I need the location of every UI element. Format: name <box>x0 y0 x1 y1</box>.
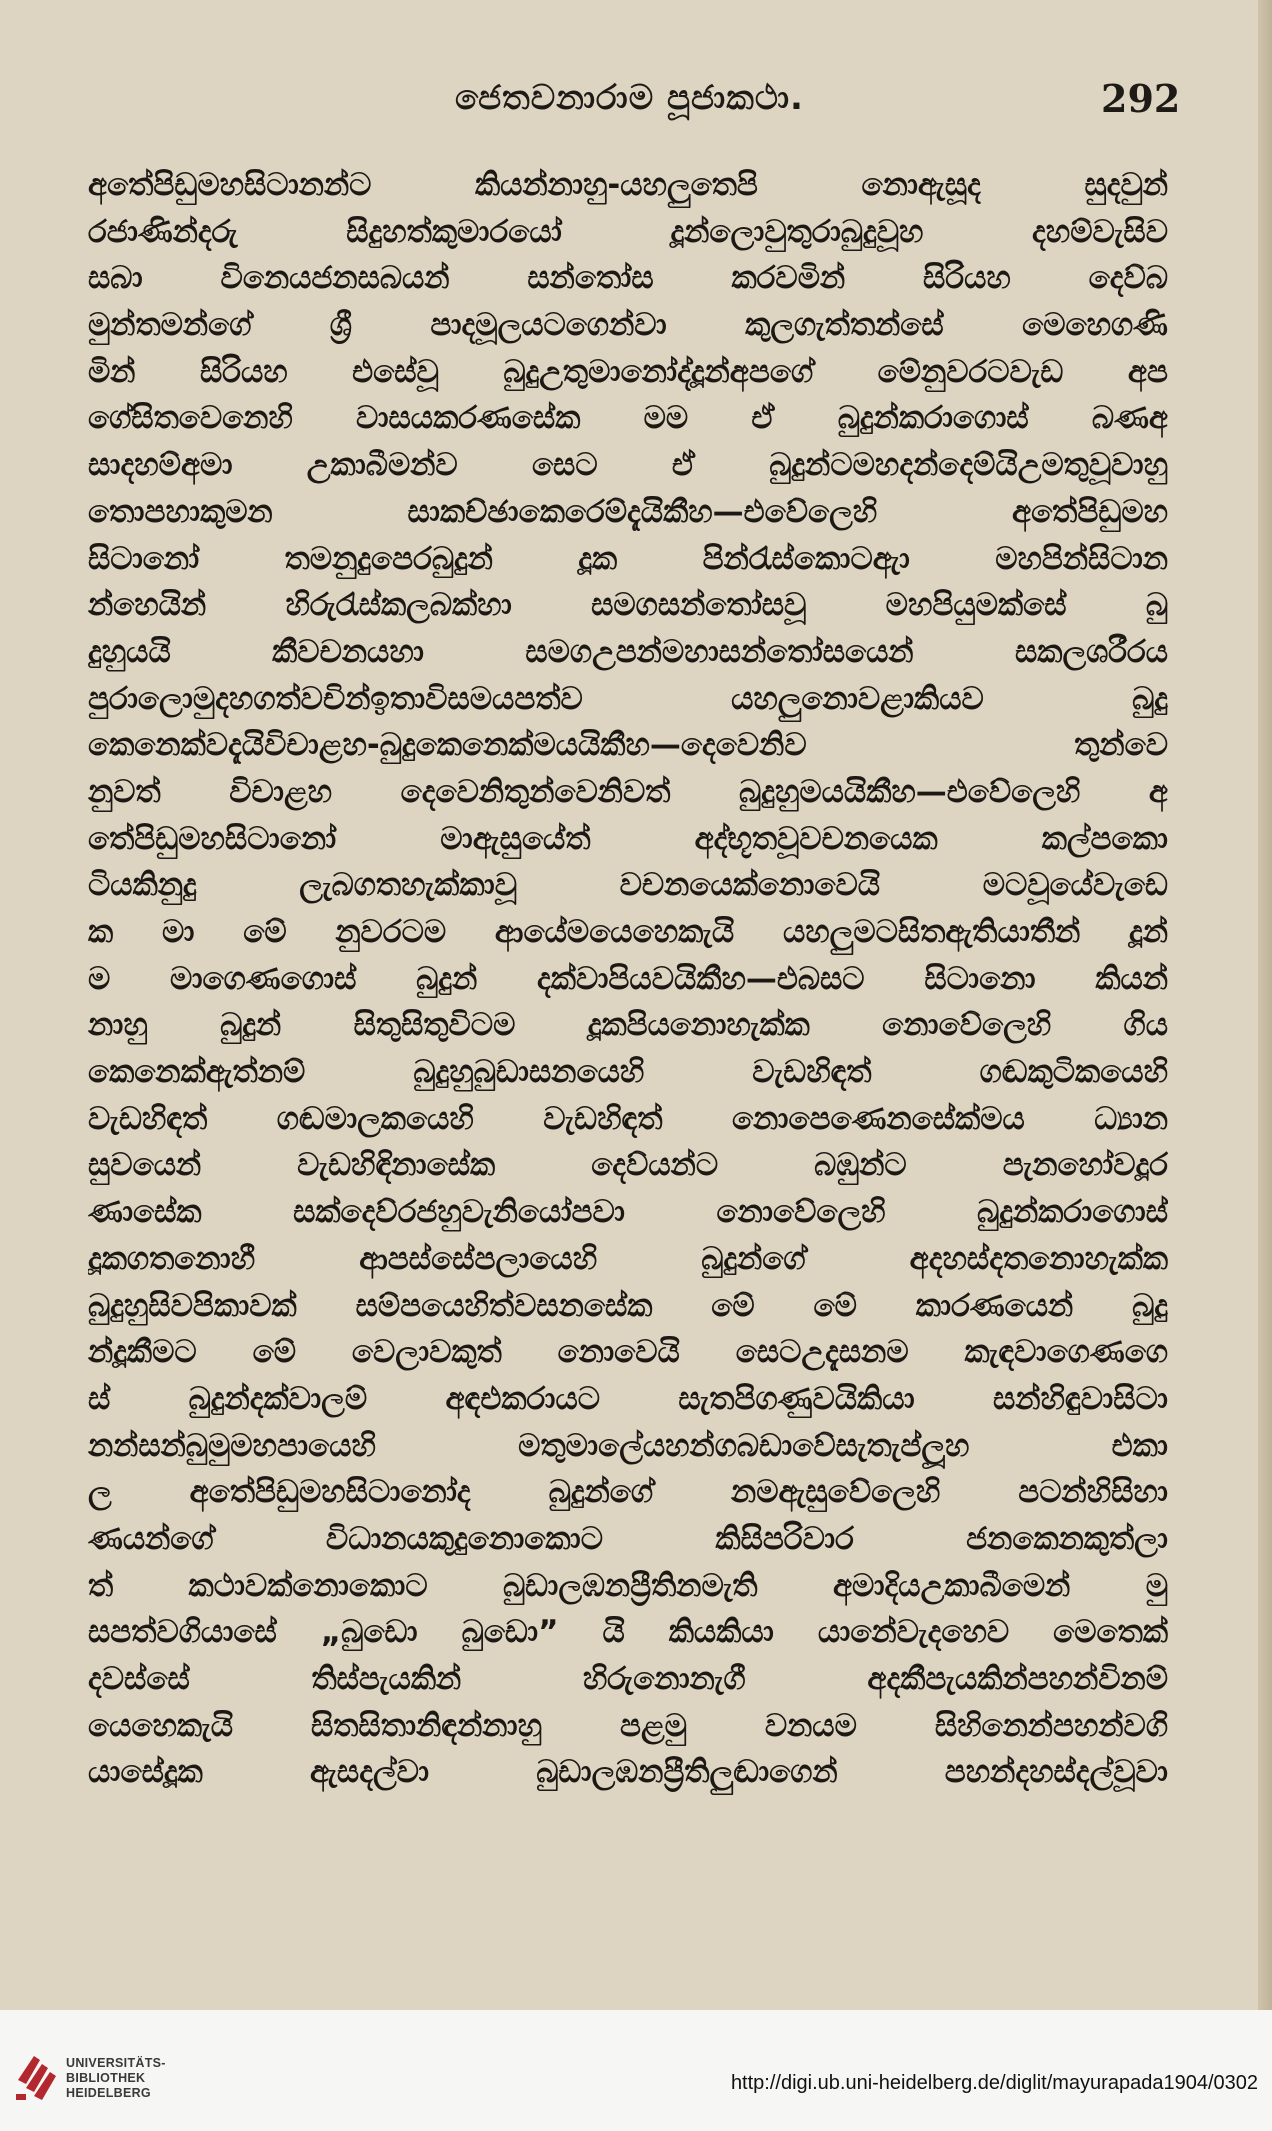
text-line: ත් කථාවක්නොකොට බුඩාලඹනප්‍රීතිනමැති අමාදියඋකාබීමෙන් මු <box>88 1567 1168 1604</box>
text-line: න්හෙයින් හිරුරැස්කලබක්හා සමගසන්තෝසවූ මහපියුමක්සේ බු <box>88 587 1168 624</box>
text-line: ම මාගෙණගොස් බුදුන් දක්වාපියවයිකීහ—එබසට සිටානො කියන් <box>88 960 1168 997</box>
text-line: සාදහම්අමා උකාබීමන්ව සෙට ඒ බුදුන්ටමහදන්දෙම්යිඋමතුවූවාහු <box>88 447 1168 484</box>
text-line: සිටානෝ තමනුදුපෙරබුදුන් දූක පින්රැස්කොටඇා මහපින්සිටාන <box>88 540 1168 577</box>
text-line: ගේසිතවෙනෙහි වාසයකරණසේක මම ඒ බුදුන්කරාගොස් බණඅ <box>88 400 1168 437</box>
text-line: නාහු බුදුන් සිතුසිතුවිටම දූකපියනොහැක්ක නොවේලෙහි ගිය <box>88 1007 1168 1044</box>
text-line: තොපහාකුමන සාකච්ඡාකෙරෙම්දැයිකීහ—එවේලෙහි අතේපිඩුමහ <box>88 493 1168 530</box>
text-line: කෙනෙක්ඇත්නම් බුදුහුබුඩාසනයෙහි වැඩහිඳත් ගඬකුටිකයෙහි <box>88 1054 1168 1091</box>
text-line: සබා විනෙයජනසබයන් සන්තෝස කරවමින් සිරියහ දෙව්බ <box>88 260 1168 297</box>
library-name <box>66 2056 166 2101</box>
permalink-url[interactable]: http://digi.ub.uni-heidelberg.de/diglit/mayurapada1904/0302 <box>730 2072 1258 2094</box>
text-line: ටියකිනුදු ලැබගතහැක්කාවූ වචනයෙක්නොවෙයි මටවූයේවැඩෙ <box>88 867 1168 904</box>
text-line: න්දූකීමට මේ වෙලාවකුත් නොවෙයි සෙටඋදැසනම කැඳවාගෙණගෙ <box>88 1334 1168 1371</box>
library-name-line: HEIDELBERG <box>66 2086 151 2100</box>
library-name-line: BIBLIOTHEK <box>66 2071 146 2085</box>
text-line: යාසේදූක ඇසදල්වා බුඩාලඹනප්‍රීතිලුඬාගෙන් පහන්දහස්දල්වූවා <box>88 1754 1168 1791</box>
text-line: දූකගතනොහී ආපස්සේපලායෙහි බුදුන්ගේ අදහස්දතනොහැක්ක <box>88 1240 1168 1277</box>
body-text <box>88 162 1168 1796</box>
text-line: දුහුයයි කීවචනයහා සමගඋපන්මහාසන්තෝසයෙන් සකලශරීරය <box>88 633 1168 670</box>
text-line: රජාණින්දරු සිදුහත්කුමාරයෝ දූන්ලොවුතුරාබුදුවූහ දහම්වැසිව <box>88 213 1168 250</box>
page-number: 292 <box>1101 76 1181 121</box>
viewer-footer <box>0 2010 1272 2131</box>
page-header <box>0 72 1272 132</box>
text-line: නන්සන්බුමුමහපායෙහි මතුමාලේයහන්ගබඩාවේසැතැප්ලූහ එකා <box>88 1427 1168 1464</box>
text-line: වැඩහිඳත් ගඬමාලකයෙහි වැඩහිඳත් නොපෙණෙනසේක්මය ධ්‍යාන <box>88 1100 1168 1137</box>
text-line: ස් බුදුන්දක්වාලම් අඳඑකරායට සැතපිගණුවයිකියා සන්හිඳුවාසිටා <box>88 1380 1168 1417</box>
text-line: සපත්වගියාසේ „බුඩො බුඩො” යි කියකියා යානේවැදහෙව මෙතෙක් <box>88 1614 1168 1651</box>
text-line: අතේපිඩුමහසිටානන්ට කියන්නාහු-යහලුතෙපි නොඇසූද සුදවුන් <box>88 167 1168 203</box>
running-title: ජෙතවනාරාම පූජාකථා. <box>455 78 804 118</box>
text-line: නුවත් විචාළහ දෙවෙනිතුන්වෙනිවත් බුදුහුමයයිකීහ—එවේලෙහි අ <box>88 773 1168 810</box>
text-line: පුරාලොමුදහගත්වචින්ඉතාවිසමයපත්ව යහලුනොවළාකියව බුදු <box>88 680 1168 717</box>
text-line: සුවයෙන් වැඩහිඳිනාසේක දෙව්යන්ට බඹුන්ට පැනහෝවදූර <box>88 1147 1168 1184</box>
text-line: කෙනෙක්වදැයිවිචාළහ-බුදුකෙනෙක්මයයිකීහ—දෙවෙනිව තුන්වෙ <box>88 727 1168 764</box>
text-line: ක මා මේ නුවරටම ආයේමයෙහෙකැයි යහලුමටසිතඇතියාතීන් දූන් <box>88 914 1168 950</box>
text-line: මින් සිරියහ එසේවූ බුදුඋතුමානෝද්දූන්අපගේ මේනුවරටවැඩ අප <box>88 353 1168 390</box>
text-line: ණාසේක සක්දෙව්රජහුවැනියෝපවා නොවේලෙහි බුදුන්කරාගොස් <box>88 1194 1168 1231</box>
text-line: යෙහෙකැයි සිතසිතානිඳන්නාහු පළමු වනයම සිහිනෙන්පහන්වගි <box>88 1707 1168 1744</box>
text-line: ල අතේපිඩුමහසිටානෝද බුදුන්ගේ නමඇසුවේලෙහි පටන්හිසිහා <box>88 1474 1168 1511</box>
heidelberg-library-logo-icon[interactable] <box>14 2050 60 2104</box>
text-line: තේපිඩුමහසිටානෝ මාඇසුයේත් අද්භූතවූවචනයෙක කල්පකො <box>88 820 1168 857</box>
library-name-line: UNIVERSITÄTS- <box>66 2056 166 2070</box>
text-line: දවස්සේ තිස්පැයකින් හිරුනොනැගී අදකීපැයකින්පහන්විනම් <box>88 1661 1168 1697</box>
text-line: ණයන්ගේ විධානයකුදුනොකොට කිසිපරිවාර ජනකෙනකුත්ලා <box>88 1520 1168 1557</box>
text-line: බුදුහුසිවපිකාවක් සම්පයෙහිත්වසනසේක මේ මේ කාරණයෙන් බුදු <box>88 1287 1168 1324</box>
text-line: මුන්තමන්ගේ ශ්‍රී පාදමූලයටගෙන්වා කුලගැත්තන්සේ මෙහෙගණි <box>88 307 1168 344</box>
page-edge-shadow <box>1258 0 1272 2010</box>
